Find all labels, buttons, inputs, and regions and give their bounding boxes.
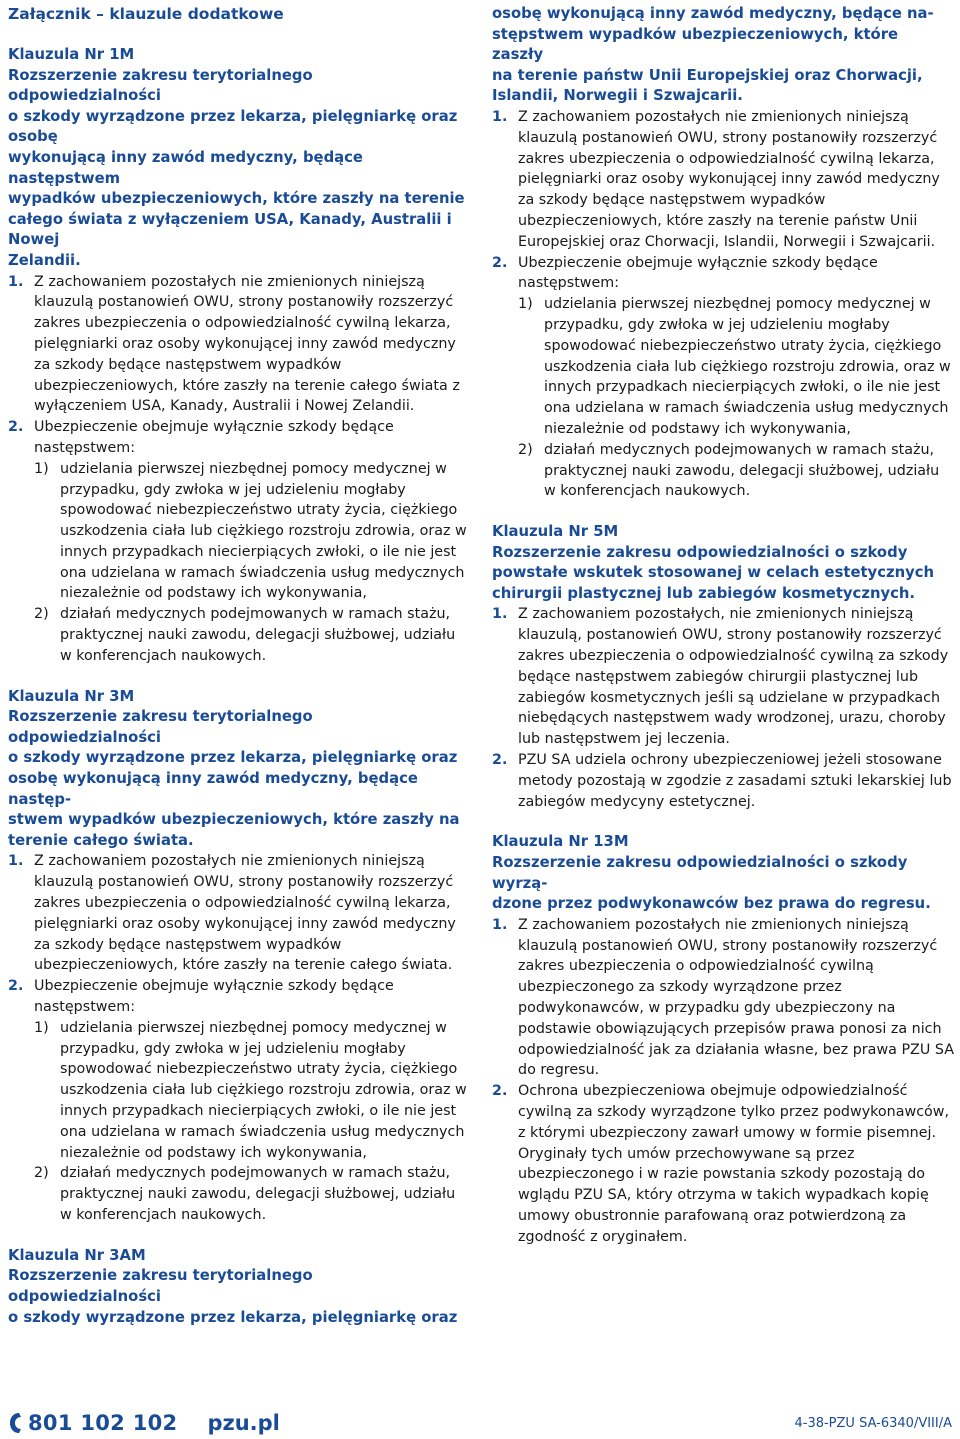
clause-heading	[492, 522, 954, 604]
sub-point	[518, 440, 954, 502]
sub-point-text: udzielania pierwszej niezbędnej pomocy medycznej w przypadku, gdy zwłoka w jej udzieleniu mogłaby spowodować niebezpieczeństwo utraty życia, ciężkiego uszkodzenia ciała lub ciężkiego rozstroju zdrowia, oraz w innych przypadkach niecierpiących zwłoki, o ile nie jest ona udzielana w ramach świadczenia usług medycznych niezależnie od podstawy ich wykonywania,	[60, 460, 467, 602]
heading-line: dzone przez podwykonawców bez prawa do regresu.	[492, 895, 931, 913]
point-number: 1.	[492, 606, 508, 623]
clause-heading	[8, 45, 470, 272]
clause-point	[492, 915, 954, 1081]
clause-point	[492, 750, 954, 812]
sub-point	[518, 294, 954, 440]
clause-point	[492, 604, 954, 750]
hotline-number: 801 102 102	[28, 1411, 178, 1435]
clause-point	[8, 851, 470, 976]
heading-line: osobę wykonującą inny zawód medyczny, będące na-	[492, 5, 934, 22]
heading-line: o szkody wyrządzone przez lekarza, pielęgniarkę oraz	[8, 1308, 458, 1326]
heading-line: Klauzula Nr 3AM	[8, 1246, 146, 1264]
clause-heading	[492, 4, 954, 107]
sub-point-text: działań medycznych podejmowanych w ramach stażu, praktycznej nauki zawodu, delegacji służbowej, udziału w konferencjach naukowych.	[60, 1165, 456, 1223]
heading-line: chirurgii plastycznej lub zabiegów kosmetycznych.	[492, 584, 916, 602]
clause-1m	[8, 45, 470, 667]
document-code: 4-38-PZU SA-6340/VIII/A	[794, 1415, 952, 1431]
sub-point-number: 2)	[518, 441, 533, 458]
sub-point-text: udzielania pierwszej niezbędnej pomocy medycznej w przypadku, gdy zwłoka w jej udzieleniu mogłaby spowodować niebezpieczeństwo utraty życia, ciężkiego uszkodzenia ciała lub ciężkiego rozstroju zdrowia, oraz w innych przypadkach niecierpiących zwłoki, o ile nie jest ona udzielana w ramach świadczenia usług medycznych niezależnie od podstawy ich wykonywania,	[60, 1019, 467, 1161]
point-text: Ubezpieczenie obejmuje wyłącznie szkody będące następstwem:	[518, 254, 878, 292]
heading-line: powstałe wskutek stosowanej w celach estetycznych	[492, 564, 935, 582]
clause-point	[492, 107, 954, 253]
heading-line: stwem wypadków ubezpieczeniowych, które zaszły na	[8, 811, 460, 829]
website-link[interactable]: pzu.pl	[207, 1411, 280, 1435]
sub-point-number: 2)	[34, 606, 49, 623]
heading-line: o szkody wyrządzone przez lekarza, pielęgniarkę oraz	[8, 749, 458, 767]
heading-line: wypadków ubezpieczeniowych, które zaszły na terenie	[8, 190, 465, 208]
clause-3m	[8, 687, 470, 1226]
point-text: Z zachowaniem pozostałych, nie zmienionych niniejszą klauzulą, postanowień OWU, strony postanowiły rozszerzyć zakres ubezpieczenia o odpowiedzialność cywilną za szkody będące następstwem zabiegów chirurgii plastycznej lub zabiegów kosmetycznych jeśli są udzielane w przypadkach niebędących następstwem wady wrodzonej, urazu, choroby lub następstwem jej leczenia.	[518, 606, 949, 748]
clause-3am-continued	[492, 4, 954, 502]
sub-point-text: udzielania pierwszej niezbędnej pomocy medycznej w przypadku, gdy zwłoka w jej udzieleniu mogłaby spowodować niebezpieczeństwo utraty życia, ciężkiego uszkodzenia ciała lub ciężkiego rozstroju zdrowia, oraz w innych przypadkach niecierpiących zwłoki, o ile nie jest ona udzielana w ramach świadczenia usług medycznych niezależnie od podstawy ich wykonywania,	[544, 296, 951, 437]
heading-line: Islandii, Norwegii i Szwajcarii.	[492, 87, 743, 105]
sub-point	[34, 604, 470, 666]
heading-line: Klauzula Nr 1M	[8, 46, 135, 63]
heading-line: Klauzula Nr 3M	[8, 687, 135, 705]
heading-line: całego świata z wyłączeniem USA, Kanady, Australii i Nowej	[8, 210, 452, 249]
point-text: Ubezpieczenie obejmuje wyłącznie szkody będące następstwem:	[34, 419, 394, 456]
point-text: Z zachowaniem pozostałych nie zmienionych niniejszą klauzulą postanowień OWU, strony postanowiły rozszerzyć zakres ubezpieczenia o odpowiedzialność cywilną lekarza, pielęgniarki oraz osoby wykonującej inny zawód medyczny za szkody będące następstwem wypadków ubezpieczeniowych, które zaszły na terenie całego świata z wyłączeniem USA, Kanady, Australii i Nowej Zelandii.	[34, 273, 460, 415]
sub-point	[34, 459, 470, 605]
left-column	[8, 4, 470, 1348]
heading-line: Klauzula Nr 5M	[492, 523, 619, 541]
right-column	[492, 4, 954, 1268]
sub-point-text: działań medycznych podejmowanych w ramach stażu, praktycznej nauki zawodu, delegacji służbowej, udziału w konferencjach naukowych.	[60, 606, 456, 664]
sub-point-text: działań medycznych podejmowanych w ramach stażu, praktycznej nauki zawodu, delegacji służbowej, udziału w konferencjach naukowych.	[544, 441, 940, 500]
heading-line: Klauzula Nr 13M	[492, 833, 629, 851]
heading-line: Rozszerzenie zakresu odpowiedzialności o szkody wyrzą-	[492, 854, 908, 892]
point-number: 1.	[8, 853, 24, 870]
heading-line: na terenie państw Unii Europejskiej oraz Chorwacji,	[492, 66, 923, 84]
clause-point	[492, 253, 954, 503]
point-number: 2.	[492, 254, 508, 271]
sub-point-number: 1)	[518, 296, 533, 313]
point-number: 2.	[8, 978, 24, 995]
clause-point	[8, 976, 470, 1226]
heading-line: o szkody wyrządzone przez lekarza, pielęgniarkę oraz osobę	[8, 107, 458, 146]
sub-point	[34, 1163, 470, 1225]
point-number: 2.	[492, 1083, 508, 1100]
heading-line: wykonującą inny zawód medyczny, będące następstwem	[8, 148, 363, 187]
point-text: Ubezpieczenie obejmuje wyłącznie szkody będące następstwem:	[34, 978, 394, 1015]
point-number: 1.	[492, 108, 508, 125]
heading-line: Rozszerzenie zakresu terytorialnego odpowiedzialności	[8, 66, 313, 105]
point-number: 1.	[492, 916, 508, 933]
clause-heading	[8, 1246, 470, 1328]
heading-line: Rozszerzenie zakresu terytorialnego odpowiedzialności	[8, 708, 313, 746]
point-number: 1.	[8, 273, 24, 290]
sub-point	[34, 1018, 470, 1164]
point-text: Z zachowaniem pozostałych nie zmienionych niniejszą klauzulą postanowień OWU, strony postanowiły rozszerzyć zakres ubezpieczenia o odpowiedzialność cywilną ubezpieczonego za szkody wyrządzone przez podwykonawców, w przypadku gdy ubezpieczony na podstawie obowiązujących przepisów prawa ponosi za nich odpowiedzialność jak za działania własne, bez prawa PZU SA do regresu.	[518, 916, 954, 1079]
heading-line: stępstwem wypadków ubezpieczeniowych, które zaszły	[492, 25, 899, 64]
heading-line: Rozszerzenie zakresu terytorialnego odpowiedzialności	[8, 1267, 313, 1305]
sub-point-number: 1)	[34, 1019, 49, 1036]
clause-5m	[492, 522, 954, 812]
point-number: 2.	[8, 419, 24, 436]
sub-point-number: 1)	[34, 460, 49, 477]
phone-icon	[8, 1411, 24, 1435]
footer	[8, 1408, 952, 1438]
point-text: Z zachowaniem pozostałych nie zmienionych niniejszą klauzulą postanowień OWU, strony postanowiły rozszerzyć zakres ubezpieczenia o odpowiedzialność cywilną lekarza, pielęgniarki oraz osoby wykonującej inny zawód medyczny za szkody będące następstwem wypadków ubezpieczeniowych, które zaszły na terenie całego świata.	[34, 853, 456, 974]
sub-point-number: 2)	[34, 1165, 49, 1182]
heading-line: Zelandii.	[8, 251, 81, 269]
clause-heading	[492, 832, 954, 914]
point-text: Z zachowaniem pozostałych nie zmienionych niniejszą klauzulą postanowień OWU, strony postanowiły rozszerzyć zakres ubezpieczenia o odpowiedzialność cywilną lekarza, pielęgniarki oraz osoby wykonującej inny zawód medyczny za szkody będące następstwem wypadków ubezpieczeniowych, które zaszły na terenie państw Unii Europejskiej oraz Chorwacji, Islandii, Norwegii i Szwajcarii.	[518, 108, 940, 250]
page-title: Załącznik – klauzule dodatkowe	[8, 5, 284, 23]
heading-line: osobę wykonującą inny zawód medyczny, będące następ-	[8, 770, 418, 808]
clause-point	[8, 417, 470, 667]
clause-heading	[8, 687, 470, 852]
clause-13m	[492, 832, 954, 1247]
point-number: 2.	[492, 752, 508, 769]
clause-point	[8, 272, 470, 418]
clause-3am	[8, 1246, 470, 1328]
point-text: Ochrona ubezpieczeniowa obejmuje odpowiedzialność cywilną za szkody wyrządzone tylko przez podwykonawców, z którymi ubezpieczony zawarł umowy w formie pisemnej. Oryginały tych umów przechowywane są przez ubezpieczonego i w razie powstania szkody pozostają do wglądu PZU SA, który otrzyma w takich wypadkach kopię umowy obustronnie parafowaną oraz potwierdzoną za zgodność z oryginałem.	[518, 1083, 950, 1245]
heading-line: Rozszerzenie zakresu odpowiedzialności o szkody	[492, 543, 908, 561]
heading-line: terenie całego świata.	[8, 831, 194, 849]
point-text: PZU SA udziela ochrony ubezpieczeniowej jeżeli stosowane metody pozostają w zgodzie z zasadami sztuki lekarskiej lub zabiegów medycyny estetycznej.	[518, 752, 952, 810]
clause-point	[492, 1081, 954, 1247]
